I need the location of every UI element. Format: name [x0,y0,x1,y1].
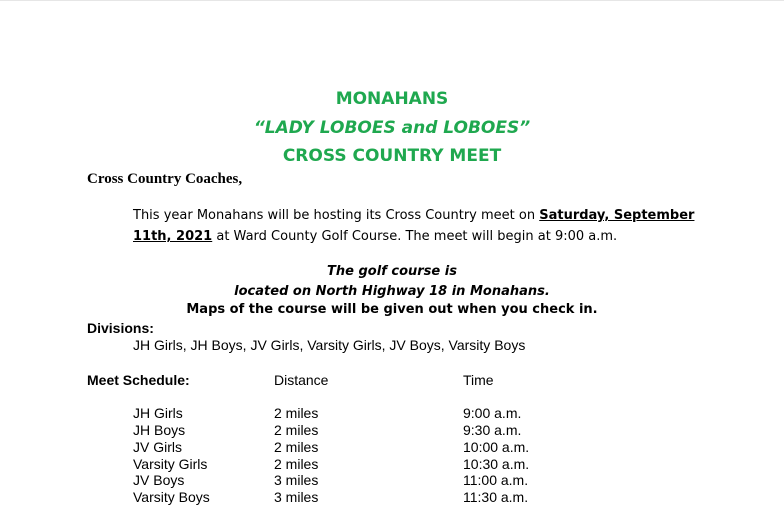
meet-date-part-1: Saturday, September [539,208,695,223]
divisions-label: Divisions: [87,320,154,336]
intro-text-after: at Ward County Golf Course. The meet will begin at 9:00 a.m. [212,229,618,244]
title-line-2: “LADY LOBOES and LOBOES” [253,118,531,138]
location-note-line-1: The golf course is [327,264,457,279]
location-note-line-2: located on North Highway 18 in Monahans. [234,284,550,299]
schedule-row-3-time: 10:00 a.m. [463,439,530,455]
schedule-row-5-division: JV Boys [133,472,185,488]
schedule-row-1-time: 9:00 a.m. [463,405,522,421]
schedule-row-1-division: JH Girls [133,405,183,421]
schedule-row-2-time: 9:30 a.m. [463,422,522,438]
page-top-border [0,0,784,1]
schedule-row-1-distance: 2 miles [274,405,319,421]
title-line-3: CROSS COUNTRY MEET [282,146,502,166]
schedule-row-6-time: 11:30 a.m. [463,489,529,505]
salutation: Cross Country Coaches, [87,171,243,187]
schedule-row-5-time: 11:00 a.m. [463,472,529,488]
schedule-row-3-distance: 2 miles [274,439,319,455]
schedule-row-2-division: JH Boys [133,422,186,438]
schedule-col-time: Time [463,372,494,388]
intro-line-2 [133,229,617,244]
intro-text-before: This year Monahans will be hosting its Cross Country meet on [133,208,540,223]
schedule-row-3-division: JV Girls [133,439,182,455]
schedule-row-6-division: Varsity Boys [133,489,210,505]
schedule-row-2-distance: 2 miles [274,422,319,438]
location-note-line-3: Maps of the course will be given out when you check in. [186,302,598,317]
meet-date-part-2: 11th, 2021 [133,229,213,244]
schedule-row-4-division: Varsity Girls [133,456,208,472]
schedule-row-5-distance: 3 miles [274,472,319,488]
intro-line-1 [133,208,694,223]
schedule-label: Meet Schedule: [87,372,190,388]
divisions-list: JH Girls, JH Boys, JV Girls, Varsity Girls, JV Boys, Varsity Boys [133,337,526,353]
schedule-row-6-distance: 3 miles [274,489,319,505]
schedule-row-4-distance: 2 miles [274,456,319,472]
schedule-col-distance: Distance [274,372,329,388]
schedule-row-4-time: 10:30 a.m. [463,456,530,472]
title-line-1: MONAHANS [335,89,449,109]
